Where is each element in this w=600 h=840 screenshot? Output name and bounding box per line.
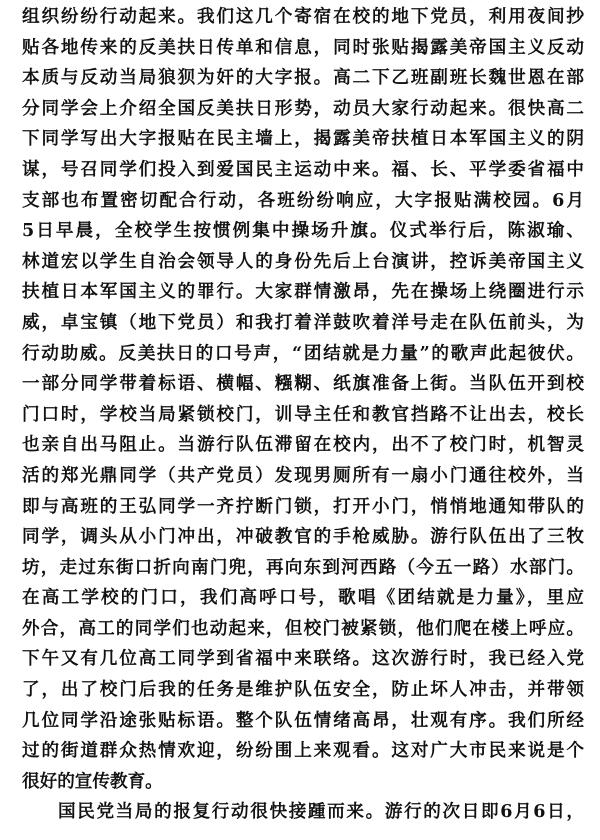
text-line: 支部也布置密切配合行动，各班纷纷响应，大字报贴满校园。6月 [22,189,584,211]
text-line: 下同学写出大字报贴在民主墙上，揭露美帝扶植日本军国主义的阴 [22,128,584,150]
text-line: 扶植日本军国主义的罪行。大家群情激昂，先在操场上绕圈进行示 [22,281,584,303]
text-line: 林道宏以学生自治会领导人的身份先后上台演讲，控诉美帝国主义 [22,250,584,272]
text-line: 下午又有几位高工同学到省福中来联络。这次游行时，我已经入党 [22,648,584,670]
text-line: 门口时，学校当局紧锁校门，训导主任和教官挡路不让出去，校长 [22,403,584,425]
text-line: 外合，高工的同学们也动起来，但校门被紧锁，他们爬在楼上呼应。 [22,617,584,639]
text-line: 过的街道群众热情欢迎，纷纷围上来观看。这对广大市民来说是个 [22,740,584,762]
paragraph-end-line: 很好的宣传教育。 [22,770,163,792]
text-line: 在高工学校的门口，我们高呼口号，歌唱《团结就是力量》，里应 [22,587,584,609]
text-line: 同学，调头从小门冲出，冲破教官的手枪威胁。游行队伍出了三牧 [22,526,584,548]
text-line: 即与高班的王弘同学一齐拧断门锁，打开小门，悄悄地通知带队的 [22,495,584,517]
text-line: 分同学会上介绍全国反美扶日形势，动员大家行动起来。很快高二 [22,97,584,119]
text-line: 也亲自出马阻止。当游行队伍滞留在校内，出不了校门时，机智灵 [22,434,584,456]
paragraph-start-line: 国民党当局的报复行动很快接踵而来。游行的次日即6月6日， [58,801,584,823]
text-line: 活的郑光鼎同学（共产党员）发现男厕所有一扇小门通往校外，当 [22,464,584,486]
text-line: 谋，号召同学们投入到爱国民主运动中来。福、长、平学委省福中 [22,158,584,180]
body-text [22,2,584,828]
text-line: 坊，走过东街口折向南门兜，再向东到河西路（今五一路）水部门。 [22,556,584,578]
text-line: 本质与反动当局狼狈为奸的大字报。高二下乙班副班长魏世恩在部 [22,67,584,89]
text-line: 了，出了校门后我的任务是维护队伍安全，防止坏人冲击，并带领 [22,679,584,701]
text-line: 几位同学沿途张贴标语。整个队伍情绪高昂，壮观有序。我们所经 [22,709,584,731]
text-line: 贴各地传来的反美扶日传单和信息，同时张贴揭露美帝国主义反动 [22,36,584,58]
text-line: 威，卓宝镇（地下党员）和我打着洋鼓吹着洋号走在队伍前头，为 [22,311,584,333]
text-line: 5日早晨，全校学生按惯例集中操场升旗。仪式举行后，陈淑瑜、 [22,220,584,242]
text-line: 一部分同学带着标语、横幅、糨糊、纸旗准备上街。当队伍开到校 [22,373,584,395]
text-line: 行动助威。反美扶日的口号声，“团结就是力量”的歌声此起彼伏。 [22,342,584,364]
text-line: 组织纷纷行动起来。我们这几个寄宿在校的地下党员，利用夜间抄 [22,6,584,27]
